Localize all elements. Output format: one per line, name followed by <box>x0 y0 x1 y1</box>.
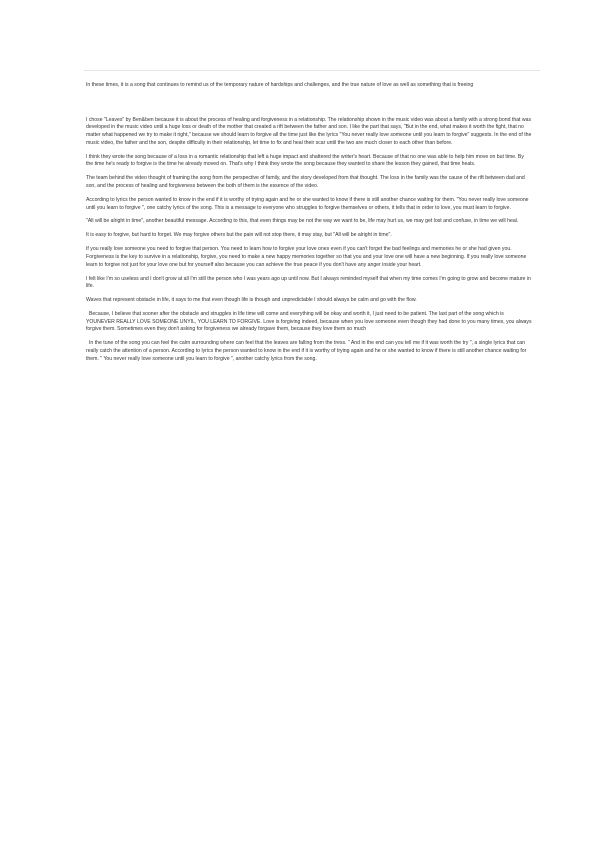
paragraph: If you really love someone you need to forgive that person. You need to learn how to forgive your love ones even if you can't forget the bad feelings and memories he or she had given you. Forgiveness is the key to survive in a relationship, forgive, you need to make a new happy memories together so that you and your love one will have a new beginning. If you really love someone learn to forgive not just for your love one but for yourself also because you can achieve the true peace if you don't have any anger inside your heart. <box>86 246 527 268</box>
paragraph: In the tune of the song you can feel the calm surrounding where can feel that the leaves are falling from the tress. " And in the end can you tell me if it was worth the try ", a single lyrics that can really catch the attention of a person. According to lyrics the person wanted to know in the end if it is worthy of trying again and he or she wanted to know if there is still another chance waiting for them. " You never really love someone until you learn to forgive ", another catchy lyrics from the song. <box>86 340 527 362</box>
paragraph: According to lyrics the person wanted to know in the end if it is worthy of trying again and he or she wanted to know if there is still another chance waiting for them. "You never really love someone until you learn to forgive ", one catchy lyrics of the song. This is a message to everyone who struggles to forgive themselves or others, it tells that in order to love, you must learn to forgive. <box>86 196 529 211</box>
paragraph: The team behind the video thought of framing the song from the perspective of family, and the story developed from that thought. The loss in the family was the cause of the rift between dad and son, and the process of healing and forgiveness between the both of them is the essence of the video. <box>86 175 525 189</box>
paragraph: I think they wrote the song because of a loss in a romantic relationship that left a huge impact and shattered the writer's heart. Because of that no one was able to help him move on but time. By the time he's ready to forgive is the time he already moved on. That's why I think they wrote the song because they wanted to share the lesson they gained, that time heals. <box>86 153 524 168</box>
paragraph: I chose "Leaves" by Ben&ben because it is about the process of healing and forgiveness in a relationship. The relationship shown in the music video was about a family with a strong bond that was developed in the music video until a huge loss or death of the mother that created a rift between the father and son. I like the part that says, "But in the end, what makes it worth the fight, that no matter what happened we try to make it right," because we should learn to forgive all the time just like the lyrics "You never really love someone until you learn to forgive" suggests. In the end of the music video, the father and the son, despite difficulty in their relationship, let time to fix and heal their scar until the two are much closer to each other than before. <box>86 116 532 146</box>
paragraph: Because, I believe that sooner after the obstacle and struggles in life time will come and everything will be okay and worth it, I just need to be patient. The last part of the song which is YOUNEVER REALLY LOVE SOMEONE UNYIL, YOU LEARN TO FORGIVE. Love is forgiving indeed, because when you love someone even though they had done to you many times, you always forgive them. Sometimes even they don't asking for forgiveness we already forgave them, because they love them so much <box>86 311 532 333</box>
intro-paragraph: In these times, it is a song that continues to remind us of the temporary nature of hardships and challenges, and the true nature of love as well as something that is freeing <box>86 82 474 88</box>
paragraph: It is easy to forgive, but hard to forget. We may forgive others but the pain will not stop there, it may stay, but "All will be alright in time". <box>86 232 392 239</box>
paragraph: "All will be alright in time", another beautiful message. According to this, that even things may be not the way we want to be, life may hurt us, we may get lost and confuse, in time we will heal. <box>86 218 519 225</box>
top-divider <box>84 70 540 71</box>
paragraph: I felt like I'm so useless and I don't grow at all I'm still the person who I was years ago up until now. But I always reminded myself that when my time comes I'm going to grow and become mature in life. <box>86 275 531 290</box>
document-body <box>86 82 532 370</box>
paragraph: Waves that represent obstacle in life, it says to me that even though life is though and unpredictable I should always be calm and go with the flow. <box>86 297 417 304</box>
